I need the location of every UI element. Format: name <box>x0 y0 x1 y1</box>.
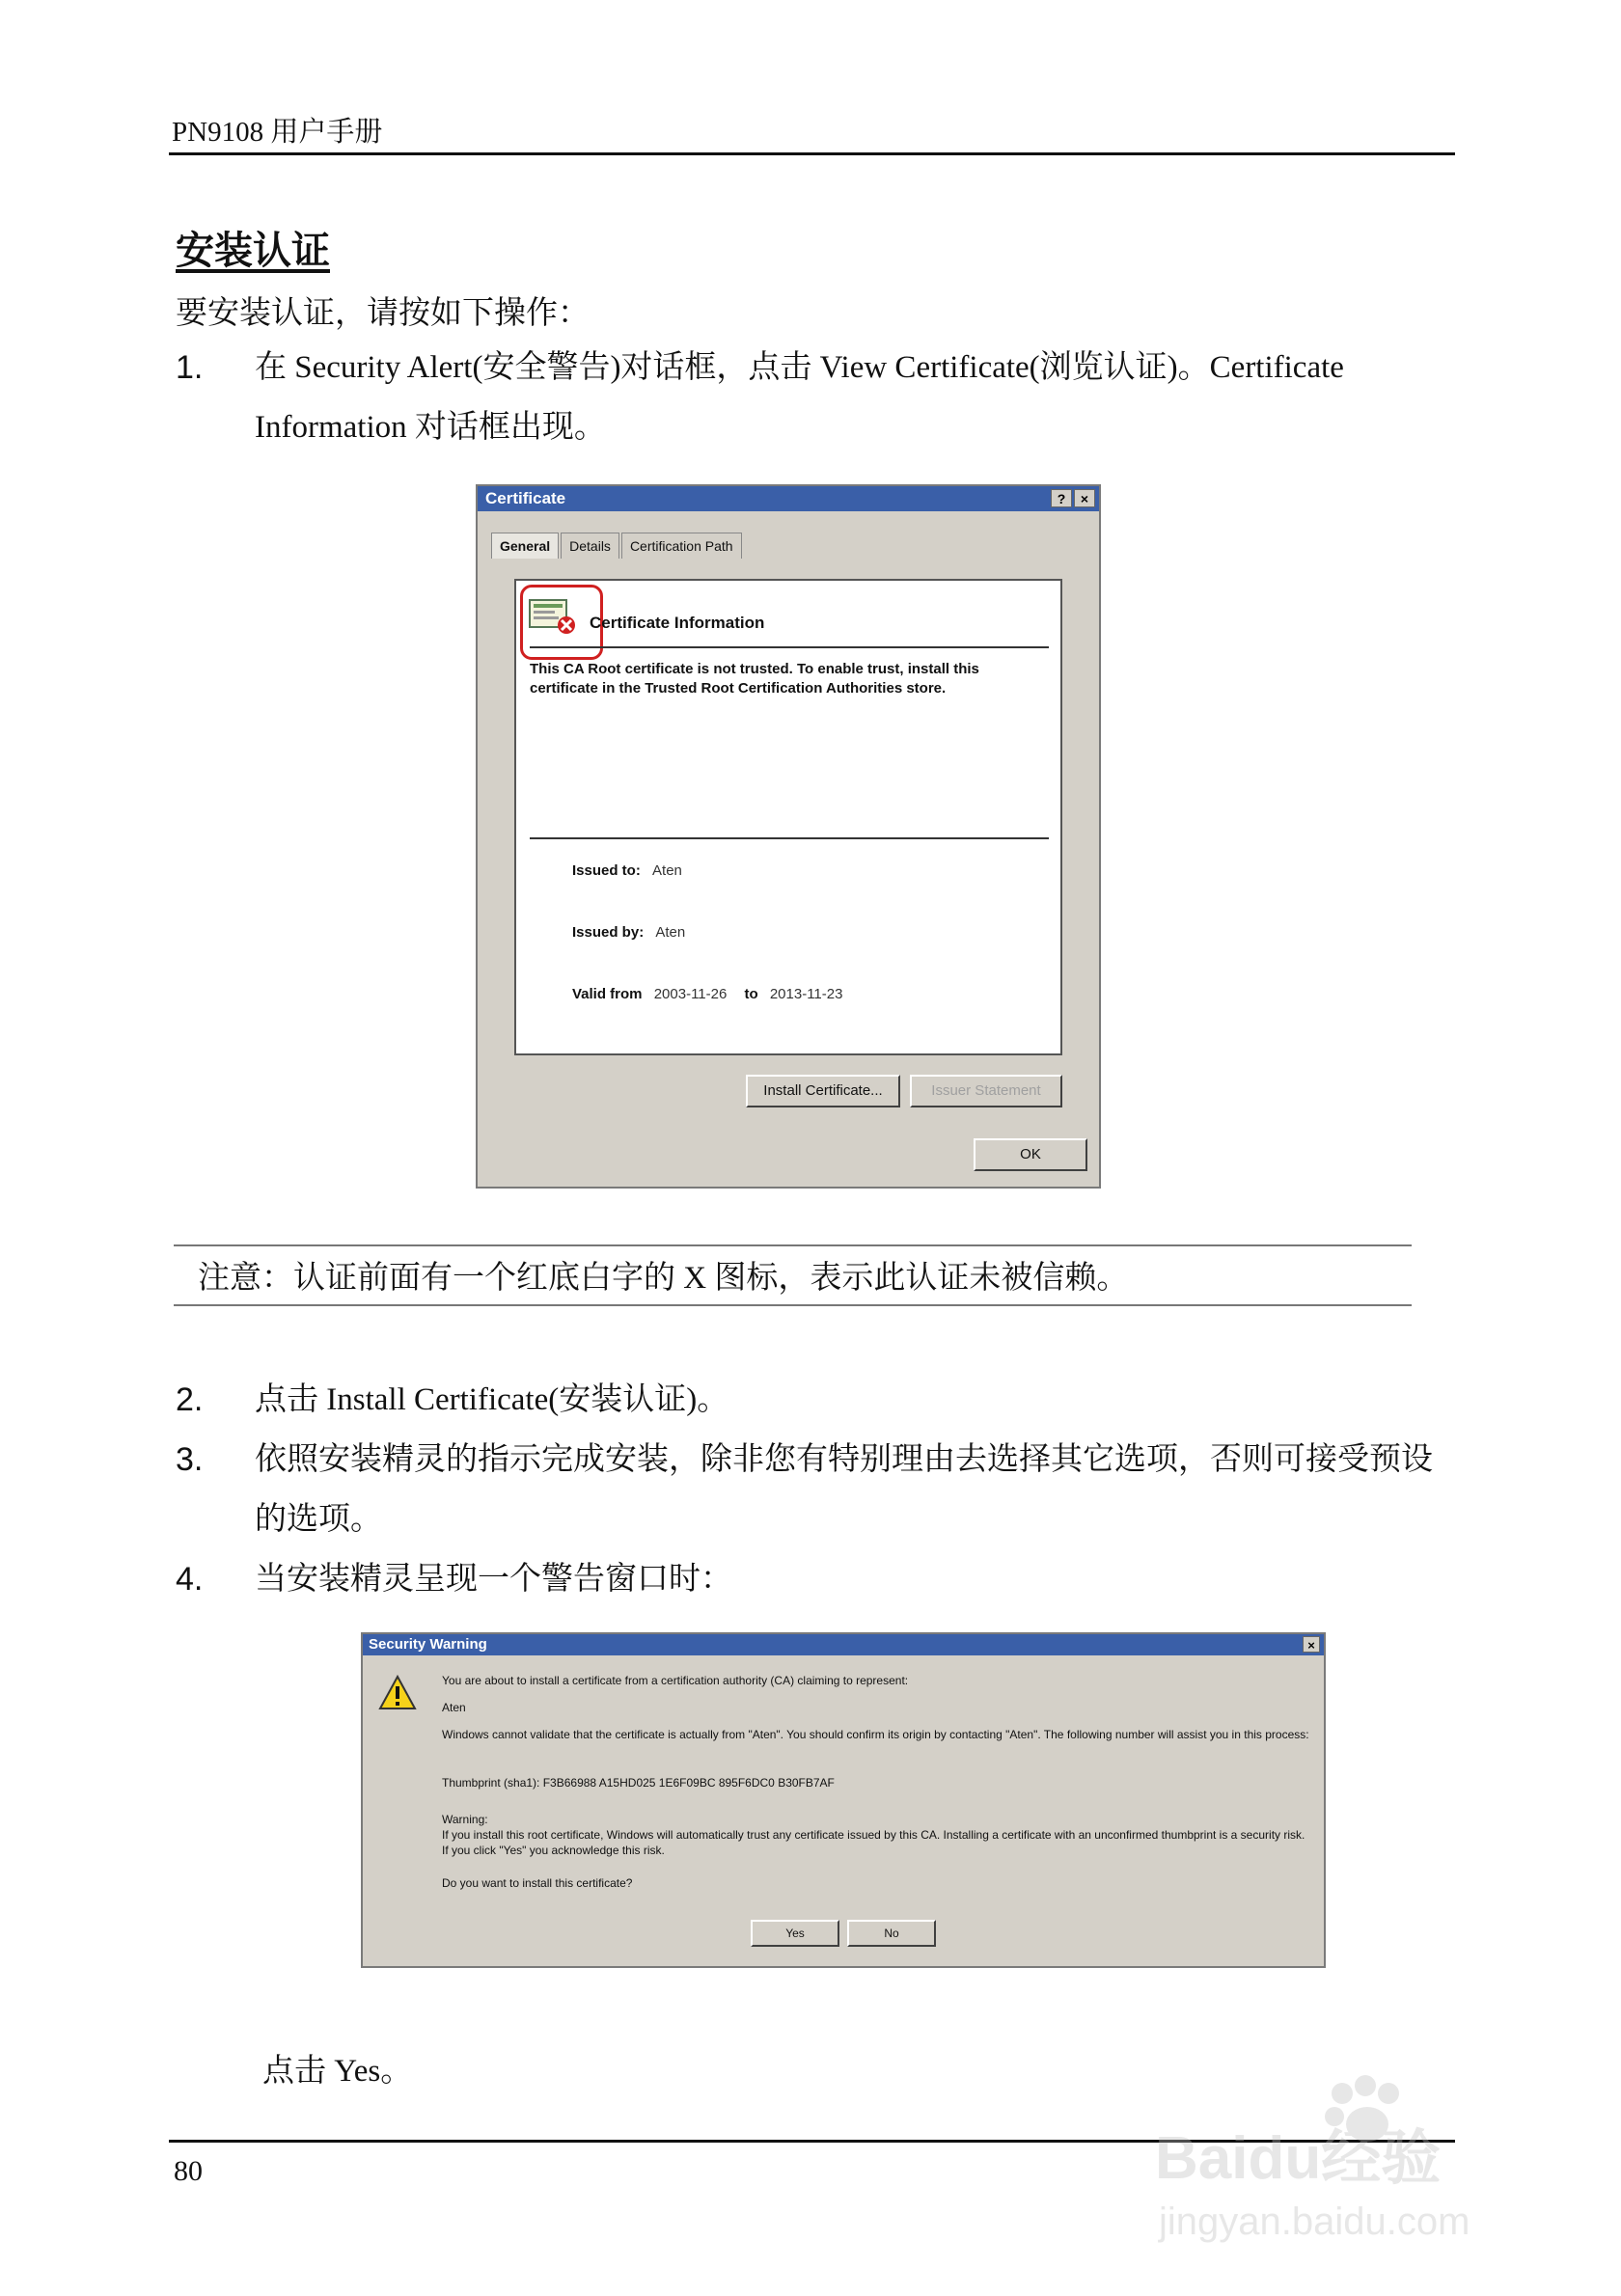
valid-to-label: to <box>744 986 758 1002</box>
click-yes-text: 点击 Yes。 <box>262 2054 413 2089</box>
tab-bar <box>491 533 744 559</box>
warning-icon <box>378 1675 417 1711</box>
step-number: 4. <box>176 1561 204 1598</box>
dialog-titlebar <box>363 1634 1324 1655</box>
step-text: 点击 Install Certificate(安装认证)。 <box>255 1382 729 1417</box>
step-number: 3. <box>176 1441 204 1478</box>
close-button[interactable]: × <box>1303 1636 1320 1653</box>
no-button[interactable]: No <box>847 1920 936 1947</box>
note-bottom-rule <box>174 1304 1412 1306</box>
step-text: 依照安装精灵的指示完成安装，除非您有特别理由去选择其它选项，否则可接受预设的选项。 <box>255 1442 1433 1537</box>
issued-by-label: Issued by: <box>572 924 645 941</box>
header-divider <box>169 152 1455 155</box>
step-number: 2. <box>176 1381 204 1418</box>
ok-button[interactable]: OK <box>974 1138 1087 1171</box>
warning-line-intro: You are about to install a certificate from a certification authority (CA) claiming to represent: <box>442 1674 909 1687</box>
baidu-watermark <box>1153 2064 1539 2248</box>
heading-divider <box>530 646 1049 648</box>
help-button[interactable]: ? <box>1051 489 1072 507</box>
intro-text: 要安装认证，请按如下操作： <box>176 296 590 331</box>
step-text: 当安装精灵呈现一个警告窗口时： <box>255 1562 732 1597</box>
issued-by-value: Aten <box>655 924 686 941</box>
dialog-titlebar <box>478 486 1099 511</box>
close-button[interactable]: × <box>1074 489 1095 507</box>
trust-warning: This CA Root certificate is not trusted. To enable trust, install this certificate in the Trusted Root Certification Authorities store. <box>530 661 979 697</box>
note-top-rule <box>174 1244 1412 1246</box>
step-text: 在 Security Alert(安全警告)对话框，点击 View Certificate(浏览认证)。Certificate Information 对话框出现。 <box>255 350 1344 445</box>
section-title: 安装认证 <box>176 229 330 272</box>
tab-general[interactable]: General <box>491 533 559 559</box>
step-number: 1. <box>176 349 204 386</box>
general-panel <box>514 579 1062 1055</box>
issued-to-label: Issued to: <box>572 862 641 879</box>
valid-from-value: 2003-11-26 <box>653 986 728 1002</box>
watermark-brand: Baidu经验 <box>1155 2125 1442 2192</box>
warning-line-question: Do you want to install this certificate? <box>442 1876 633 1890</box>
tab-certification-path[interactable]: Certification Path <box>621 533 742 559</box>
warning-line-ca-name: Aten <box>442 1701 466 1714</box>
warning-line-validate: Windows cannot validate that the certificate is actually from "Aten". You should confirm its origin by contacting "Aten". The following number will assist you in this process: <box>442 1728 1309 1741</box>
yes-button[interactable]: Yes <box>751 1920 839 1947</box>
tab-details[interactable]: Details <box>561 533 619 559</box>
info-divider <box>530 837 1049 839</box>
issued-to-row <box>572 862 682 879</box>
security-warning-dialog <box>361 1632 1326 1968</box>
issued-to-value: Aten <box>652 862 682 879</box>
watermark-url: jingyan.baidu.com <box>1159 2200 1470 2243</box>
valid-to-value: 2013-11-23 <box>769 986 843 1002</box>
note-text: 注意：认证前面有一个红底白字的 X 图标，表示此认证未被信赖。 <box>198 1261 1129 1296</box>
running-header: PN9108 用户手册 <box>172 117 383 148</box>
dialog-title: Security Warning <box>369 1636 487 1653</box>
warning-line-risk: If you install this root certificate, Windows will automatically trust any certificate issued by this CA. Installing a certificate with an unconfirmed thumbprint is a security risk. If you click "Yes" you acknowledge this risk. <box>442 1828 1305 1857</box>
valid-row <box>572 986 842 1002</box>
certificate-dialog <box>476 484 1101 1189</box>
install-certificate-button[interactable]: Install Certificate... <box>746 1075 900 1107</box>
certificate-heading: Certificate Information <box>590 614 765 632</box>
valid-from-label: Valid from <box>572 986 643 1002</box>
warning-line-label: Warning: <box>442 1813 488 1826</box>
warning-line-thumbprint: Thumbprint (sha1): F3B66988 A15HD025 1E6F09BC 895F6DC0 B30FB7AF <box>442 1776 835 1790</box>
issuer-statement-button: Issuer Statement <box>910 1075 1062 1107</box>
dialog-title: Certificate <box>485 489 566 507</box>
page-number: 80 <box>174 2155 203 2187</box>
issued-by-row <box>572 924 685 941</box>
